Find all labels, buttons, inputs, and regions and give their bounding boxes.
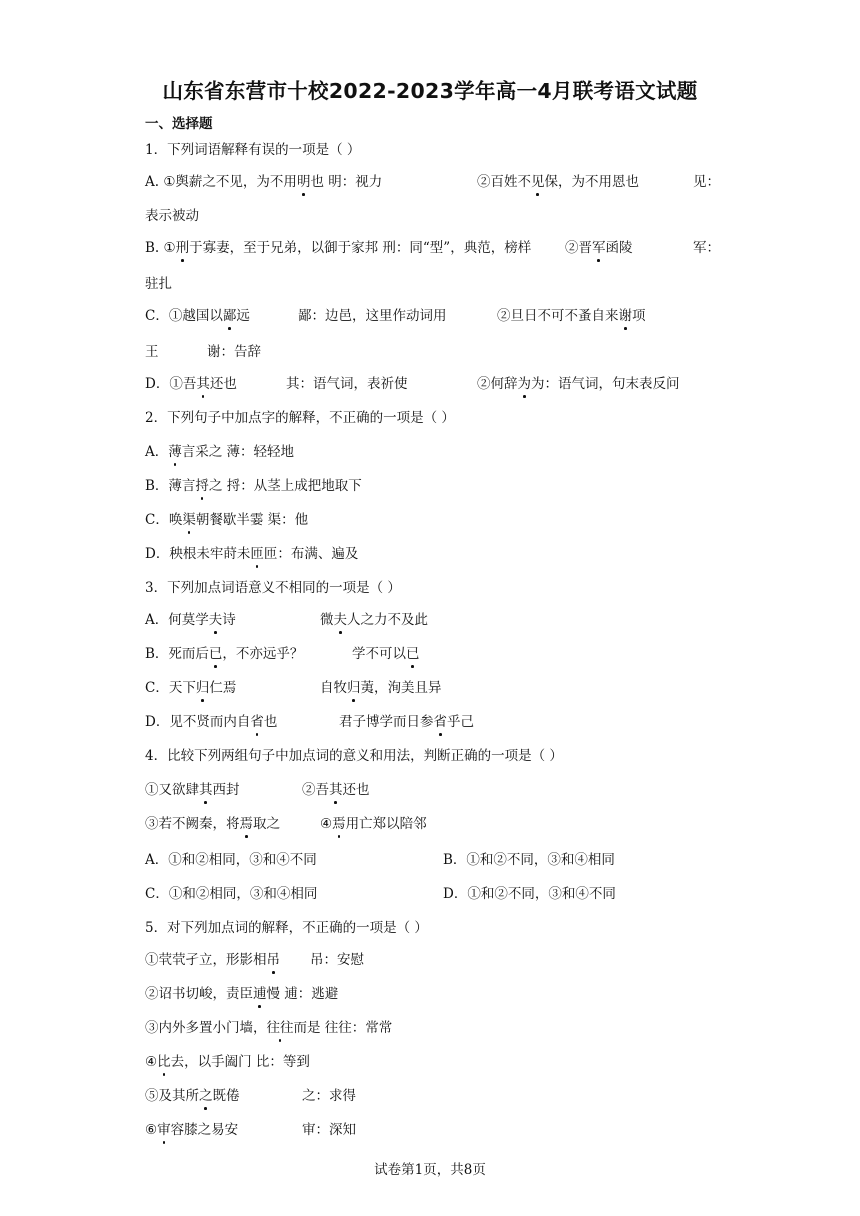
emphasis-char: 往往 — [266, 1020, 294, 1036]
option-d-part3: ②何辞为为：语气词，句末表反问 — [477, 376, 680, 392]
question-2-stem: 2．下列句子中加点字的解释，不正确的一项是（ ） — [145, 410, 455, 426]
question-4-option-d: D．①和②不同，③和④不同 — [443, 886, 616, 902]
page-title: 山东省东营市十校2022-2023学年高一4月联考语文试题 — [162, 79, 698, 103]
page-footer: 试卷第1页，共8页 — [374, 1162, 486, 1178]
emphasis-char: 谢 — [618, 308, 632, 324]
question-5-item-3: ③内外多置小门墙，往往而是 往往：常常 — [145, 1020, 393, 1036]
question-5-stem: 5．对下列加点词的解释，不正确的一项是（ ） — [145, 920, 428, 936]
emphasis-char: 省 — [433, 714, 447, 730]
emphasis-char: 军 — [592, 240, 606, 256]
emphasis-char: 鄙 — [222, 308, 237, 324]
question-4-option-a: A．①和②相同，③和④不同 — [145, 852, 317, 868]
emphasis-char: 逋 — [253, 986, 267, 1002]
option-b-part3: 军： — [693, 240, 720, 256]
emphasis-char: 明 — [296, 174, 311, 190]
emphasis-char: 审 — [157, 1122, 171, 1138]
emphasis-char: 刑 — [175, 240, 190, 256]
question-2-option-b: B．薄言捋之 捋：从茎上成把地取下 — [145, 478, 362, 494]
option-a-part3: 见： — [693, 174, 720, 190]
emphasis-char: 焉 — [239, 816, 253, 832]
option-c-cont-text: 王 — [145, 344, 159, 360]
emphasis-char: 夫 — [208, 612, 223, 628]
question-1-stem: 1．下列词语解释有误的一项是（ ） — [145, 142, 361, 158]
option-c-part3: ②旦日不可不蚤自来谢项 — [497, 308, 646, 324]
emphasis-char: 捋 — [195, 478, 209, 494]
question-2-option-a: A．薄言采之 薄：轻轻地 — [145, 444, 295, 460]
question-1-option-a-cont: 表示被动 — [145, 208, 199, 224]
question-4-stem: 4．比较下列两组句子中加点词的意义和用法，判断正确的一项是（ ） — [145, 748, 563, 764]
question-2-option-c: C．唤渠朝餐歇半霎 渠：他 — [145, 512, 309, 528]
option-c-part1: C．①越国以鄙远 — [145, 308, 250, 324]
emphasis-char: 归 — [195, 680, 210, 696]
emphasis-char: 焉 — [332, 816, 346, 832]
question-5-item-4: ④比去，以手阖门 比：等到 — [145, 1054, 310, 1070]
section-heading: 一、选择题 — [145, 116, 213, 132]
emphasis-char: 薄 — [168, 444, 182, 460]
question-5-item-1: ①茕茕孑立，形影相吊 吊：安慰 — [145, 952, 364, 968]
option-c-cont-gloss: 谢：告辞 — [207, 344, 261, 360]
emphasis-char: 归 — [347, 680, 361, 696]
question-1-option-b-cont: 驻扎 — [145, 276, 172, 292]
option-b-part2: ②晋军函陵 — [565, 240, 633, 256]
question-3-stem: 3．下列加点词语意义不相同的一项是（ ） — [145, 580, 401, 596]
emphasis-char: 之 — [199, 1088, 213, 1104]
emphasis-char: 渠 — [182, 512, 196, 528]
option-c-part2: 鄙：边邑，这里作动词用 — [298, 308, 447, 324]
option-b-part1: B. ①刑于寡妻，至于兄弟，以御于家邦 刑：同“型”，典范，榜样 — [145, 240, 532, 256]
question-5-item-2: ②诏书切峻，责臣逋慢 逋：逃避 — [145, 986, 339, 1002]
option-d-part1: D．①吾其还也 — [145, 376, 237, 392]
exam-page: 山东省东营市十校2022-2023学年高一4月联考语文试题 一、选择题 1．下列词语解释有误的一项是（ ） A. ①舆薪之不见，为不用明也 明：视力 ②百姓不见保，为不用恩也 见： 表示被动 B. ①刑于寡妻，至于兄弟，以御于家邦 刑：同“型”，典范，榜样 ②晋军函陵 军： 驻扎 C．①越国以鄙远 鄙：边邑，这里作动词用 ②旦日不可不蚤自来谢项 王 谢：告辞 D．①吾其还也 其：语气词，表祈使 ②何辞为为：语气词，句末表反问 2．下列句子中加点字的解释，不正确的一项是（ ） A．薄言采之 薄：轻轻地 B．薄言捋之 捋：从茎上成把地取下 C．唤渠朝餐歇半霎 渠：他 D．秧根未牢莳未匝匝：布满、遍及 3．下列加点词语意义不相同的一项是（ ） A．何莫学夫诗 微夫人之力不及此 B．死而后已，不亦远乎？ 学不可以已 C．天下归仁焉 自牧归荑，洵美且异 D．见不贤而内自省也 君子博学而日参省乎己 4．比较下列两组句子中加点词的意义和用法，判断正确的一项是（ ） ①又欲肆其西封 ②吾其还也 ③若不阙秦，将焉取之 ④焉用亡郑以陪邻 A．①和②相同，③和④不同 B．①和②不同，③和④相同 C．①和②相同，③和④相同 D．①和②不同，③和④不同 5．对下列加点词的解释，不正确的一项是（ ） ①茕茕孑立，形影相吊 吊：安慰 ②诏书切峻，责臣逋慢 逋：逃避 ③内外多置小门墙，往往而是 往往：常常 ④比去，以手阖门 比：等到 ⑤及其所之既倦 之：求得 ⑥审容膝之易安 审：深知 试卷第1页，共8页 — [0, 0, 860, 1216]
emphasis-char: 见 — [531, 174, 545, 190]
emphasis-char: 其 — [329, 782, 343, 798]
option-d-part2: 其：语气词，表祈使 — [286, 376, 408, 392]
emphasis-char: 夫 — [333, 612, 347, 628]
question-4-option-b: B．①和②不同，③和④相同 — [443, 852, 615, 868]
emphasis-char: 为 — [517, 376, 531, 392]
emphasis-char: 吊 — [266, 952, 280, 968]
option-a-part1: A. ①舆薪之不见，为不用明也 明：视力 — [145, 174, 383, 190]
emphasis-char: 比 — [157, 1054, 171, 1070]
question-2-option-d: D．秧根未牢莳未匝匝：布满、遍及 — [145, 546, 359, 562]
emphasis-char: 省 — [250, 714, 264, 730]
question-4-option-c: C．①和②相同，③和④相同 — [145, 886, 318, 902]
emphasis-char: 其 — [196, 376, 210, 392]
emphasis-char: 已 — [208, 646, 223, 662]
emphasis-char: 其 — [199, 782, 213, 798]
emphasis-char: 匝 — [250, 546, 264, 562]
emphasis-char: 已 — [406, 646, 420, 662]
option-a-part2: ②百姓不见保，为不用恩也 — [477, 174, 639, 190]
